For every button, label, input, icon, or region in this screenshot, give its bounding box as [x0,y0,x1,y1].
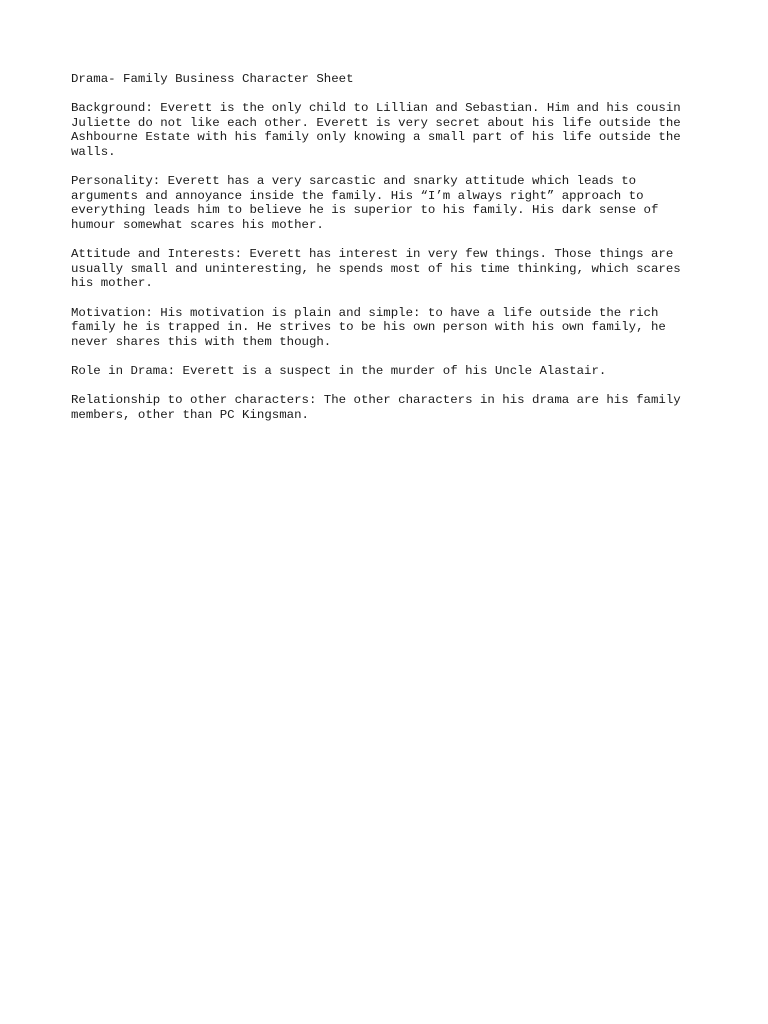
paragraph-motivation: Motivation: His motivation is plain and simple: to have a life outside the rich family he is trapped in. He strives to be his own person with his own family, he never shares this with them though. [71,305,666,349]
paragraph-attitude-interests: Attitude and Interests: Everett has interest in very few things. Those things are usually small and uninteresting, he spends most of his time thinking, which scares his mother. [71,247,681,291]
document-title: Drama- Family Business Character Sheet [71,72,354,86]
paragraph-background: Background: Everett is the only child to Lillian and Sebastian. Him and his cousin Juliette do not like each other. Everett is very secret about his life outside the Ashbourne Estate with his family only knowing a small part of his life outside the walls. [71,101,681,159]
paragraph-role-in-drama: Role in Drama: Everett is a suspect in the murder of his Uncle Alastair. [71,363,607,378]
paragraph-personality: Personality: Everett has a very sarcastic and snarky attitude which leads to arguments and annoyance inside the family. His “I’m always right” approach to everything leads him to believe he is superior to his family. His dark sense of humour somewhat scares his mother. [71,174,659,232]
paragraph-relationships: Relationship to other characters: The other characters in his drama are his family members, other than PC Kingsman. [71,393,681,422]
document-page [71,72,711,437]
